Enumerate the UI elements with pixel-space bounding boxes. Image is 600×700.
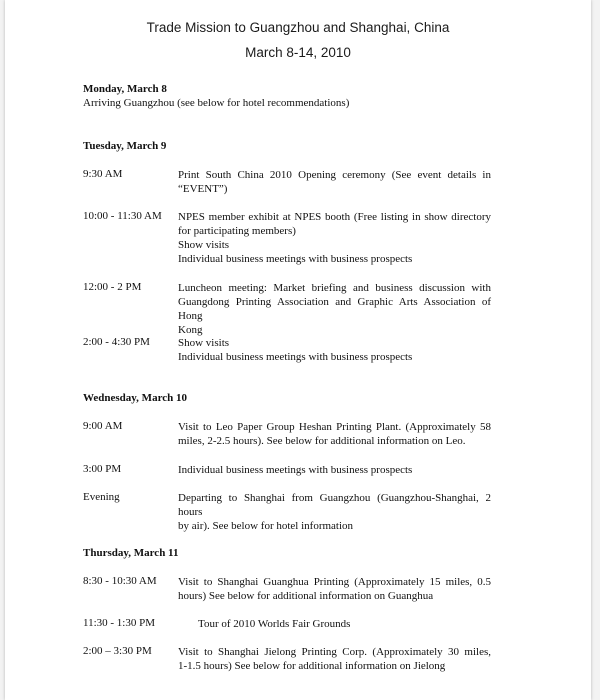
event-line: hours) See below for additional information on Guanghua (178, 590, 434, 602)
event-line: Individual business meetings with business prospects (178, 464, 413, 476)
event-description (178, 420, 491, 448)
event-line: Visit to Leo Paper Group Heshan Printing Plant. (Approximately 58 (178, 421, 491, 433)
event-line: for participating members) (178, 225, 296, 237)
event-time: 2:00 – 3:30 PM (83, 645, 152, 657)
event-line: Visit to Shanghai Jielong Printing Corp. (Approximately 30 miles, (178, 646, 491, 658)
event-time: Evening (83, 491, 120, 503)
event-description (178, 575, 491, 603)
event-line: Individual business meetings with business prospects (178, 351, 413, 363)
event-line: Guangdong Printing Association and Graphic Arts Association of Hong (178, 296, 491, 322)
event-line: 1-1.5 hours) See below for additional information on Jielong (178, 660, 446, 672)
event-line: Show visits (178, 239, 230, 251)
event-time: 10:00 - 11:30 AM (83, 210, 162, 222)
event-line: Tour of 2010 Worlds Fair Grounds (198, 618, 351, 630)
event-line: Luncheon meeting: Market briefing and business discussion with (178, 282, 491, 294)
document-page (5, 0, 591, 700)
event-time: 9:00 AM (83, 420, 123, 432)
day-heading-thursday: Thursday, March 11 (83, 547, 179, 559)
event-description (178, 617, 491, 631)
event-time: 9:30 AM (83, 168, 123, 180)
event-line: by air). See below for hotel information (178, 520, 354, 532)
event-description (178, 281, 491, 337)
document-date-range: March 8-14, 2010 (245, 45, 351, 60)
event-description (178, 463, 491, 477)
event-line: Departing to Shanghai from Guangzhou (Guangzhou-Shanghai, 2 hours (178, 492, 491, 518)
event-time: 2:00 - 4:30 PM (83, 336, 150, 348)
event-line: “EVENT”) (178, 183, 228, 195)
event-line: Individual business meetings with business prospects (178, 253, 413, 265)
event-time: 3:00 PM (83, 463, 122, 475)
event-description (178, 645, 491, 673)
day-heading-wednesday: Wednesday, March 10 (83, 392, 188, 404)
event-description (178, 491, 491, 533)
event-description (178, 210, 491, 266)
event-line: Visit to Shanghai Guanghua Printing (Approximately 15 miles, 0.5 (178, 576, 491, 588)
event-time: 8:30 - 10:30 AM (83, 575, 157, 587)
event-line: Print South China 2010 Opening ceremony (See event details in (178, 169, 491, 181)
event-description (178, 168, 491, 196)
event-time: 11:30 - 1:30 PM (83, 617, 156, 629)
day-heading-monday: Monday, March 8 (83, 83, 167, 95)
event-line: NPES member exhibit at NPES booth (Free listing in show directory (178, 211, 491, 223)
day-note-monday: Arriving Guangzhou (see below for hotel recommendations) (83, 97, 350, 109)
event-time: 12:00 - 2 PM (83, 281, 142, 293)
event-line: Kong (178, 324, 203, 336)
event-description (178, 336, 491, 364)
event-line: miles, 2-2.5 hours). See below for additional information on Leo. (178, 435, 466, 447)
day-heading-tuesday: Tuesday, March 9 (83, 140, 167, 152)
document-title: Trade Mission to Guangzhou and Shanghai, China (146, 20, 450, 35)
event-line: Show visits (178, 337, 230, 349)
